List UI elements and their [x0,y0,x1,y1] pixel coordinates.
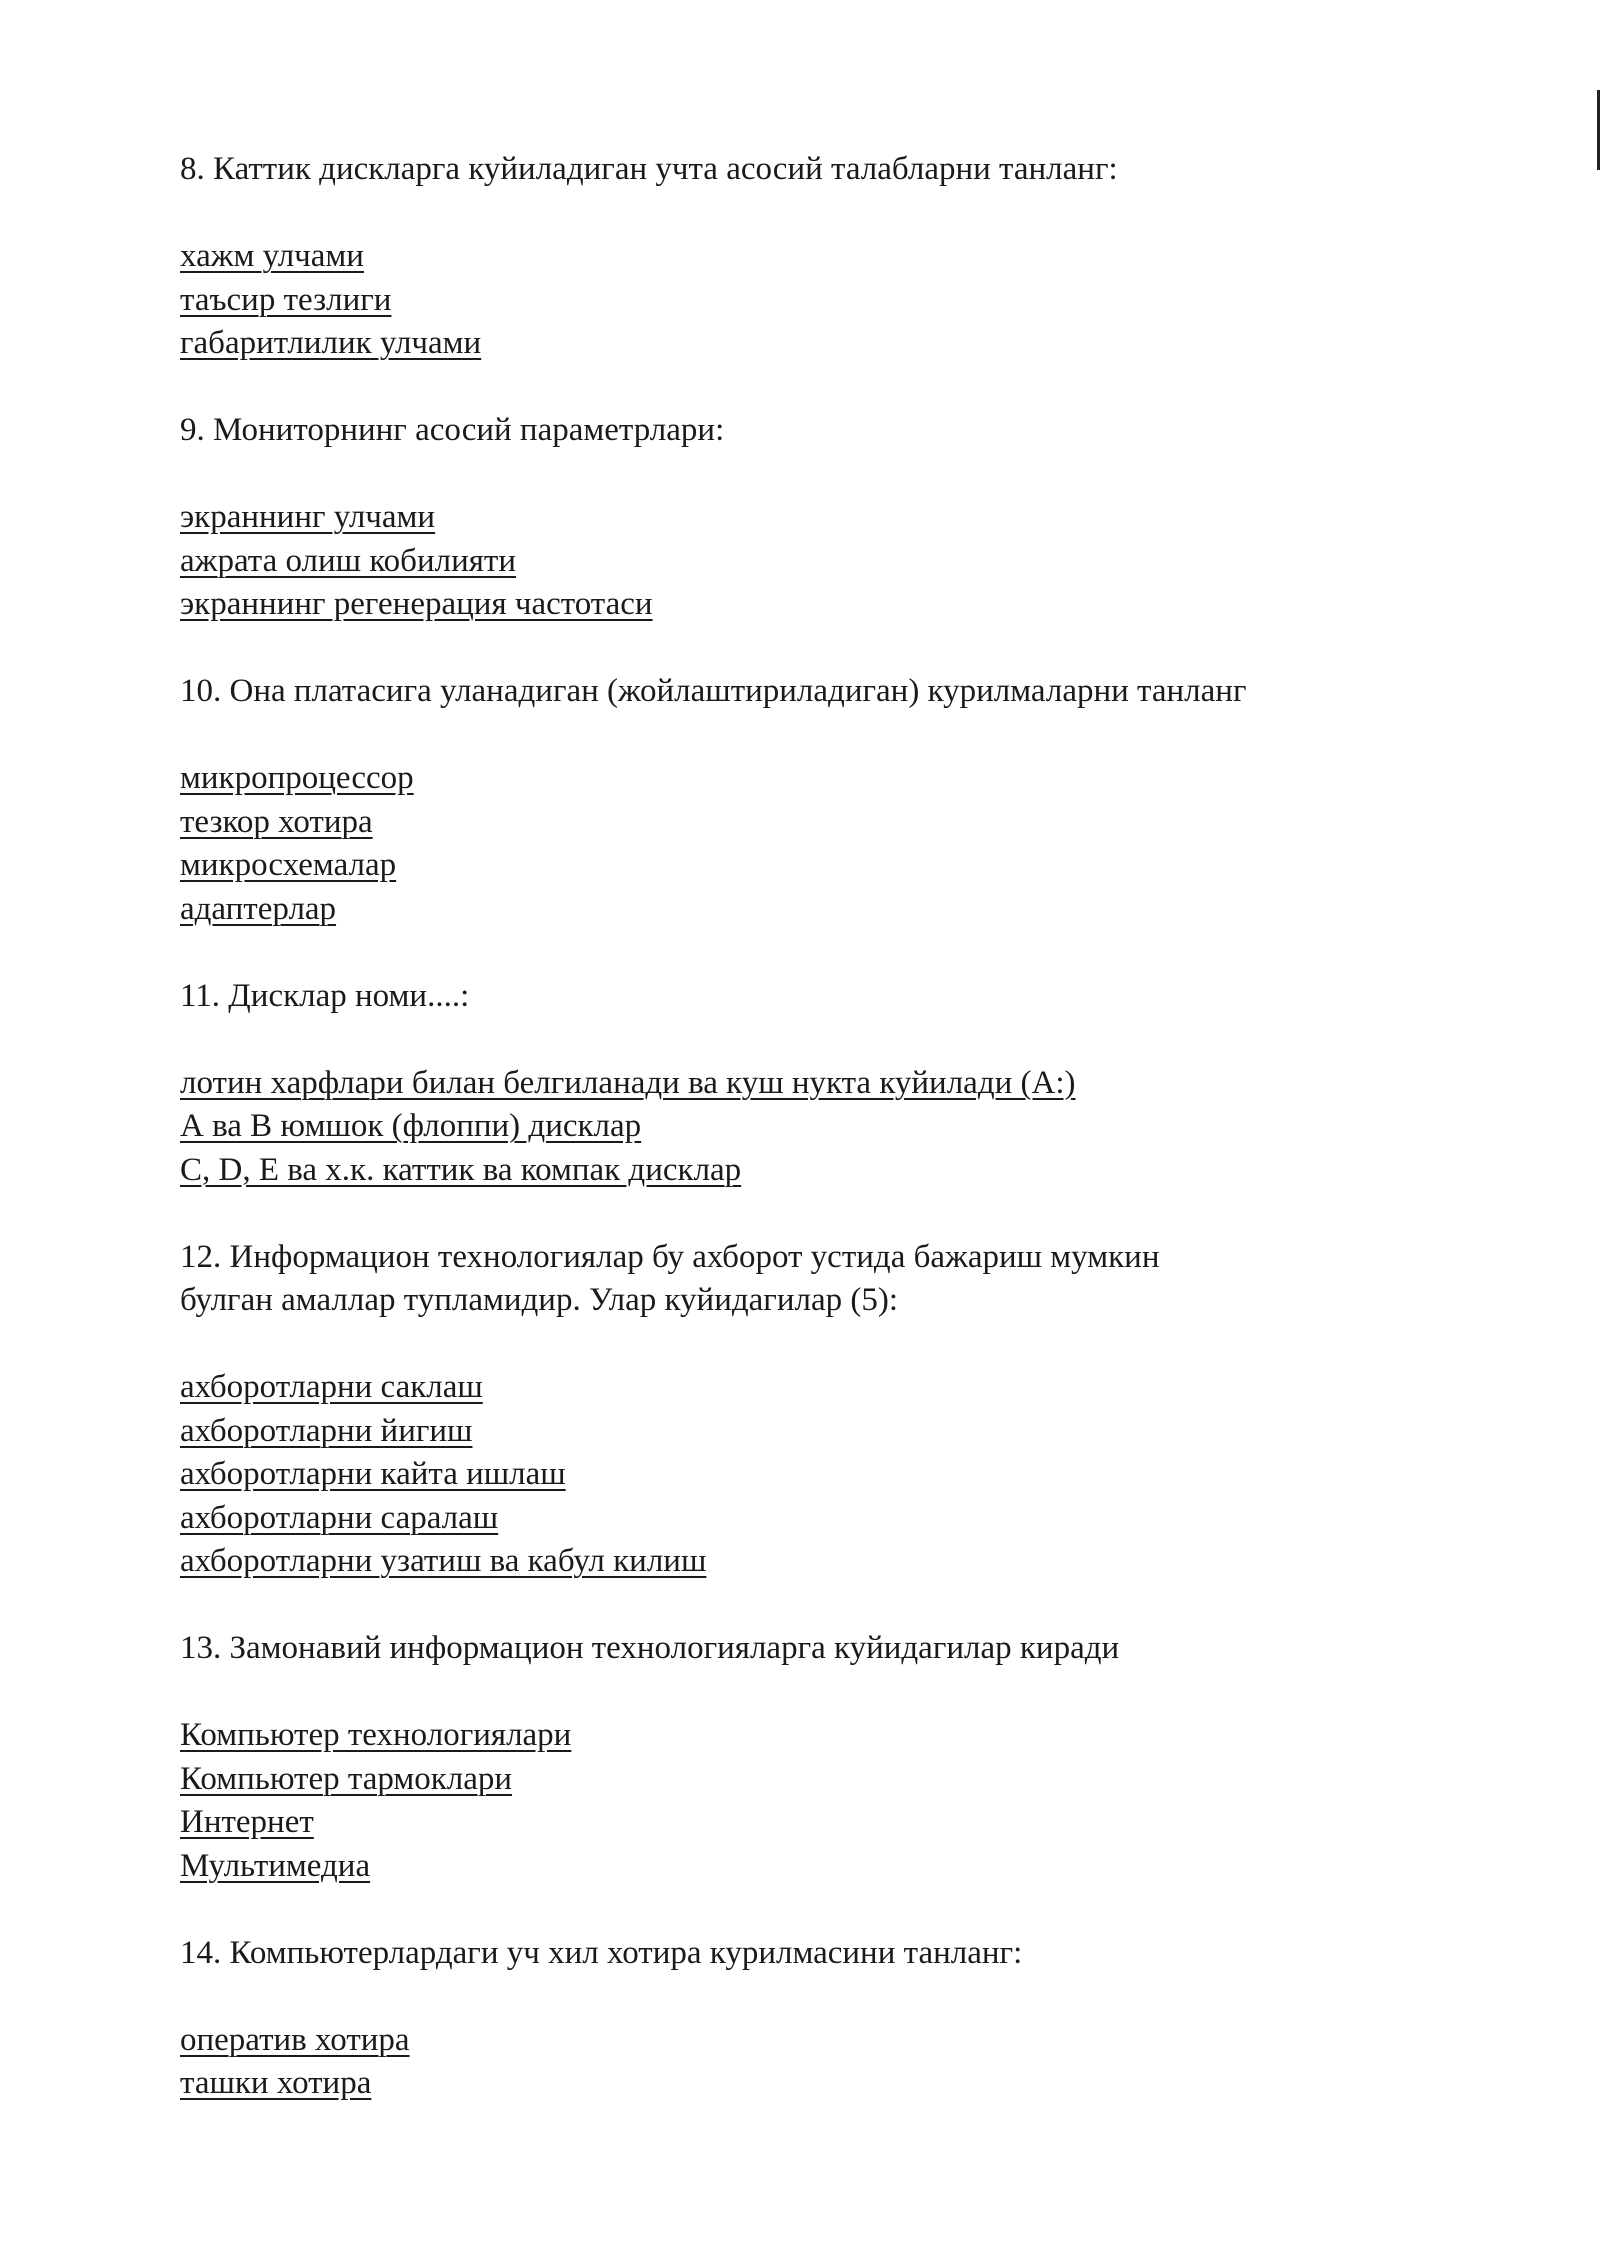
answer-item: Компьютер тармоклари [180,1760,513,1797]
answer-list-13 [180,1714,1480,1888]
answer-list-12 [180,1366,1480,1584]
question-block-10 [180,670,1480,931]
answer-item: хажм улчами [180,238,364,274]
answer-list-14 [180,2019,1480,2106]
question-block-11 [180,975,1480,1193]
answer-item: ажрата олиш кобилияти [180,542,517,579]
answer-item: таъсир тезлиги [180,281,392,318]
question-block-8 [180,148,1480,366]
answer-item: ахборотларни йигиш [180,1412,473,1449]
answer-item: лотин харфлари билан белгиланади ва куш нукта куйилади (А:) [180,1064,1076,1101]
answer-item: Мультимедиа [180,1847,371,1884]
answer-item: экраннинг улчами [180,499,436,535]
answer-item: ахборотларни саклаш [180,1369,483,1405]
question-block-13 [180,1627,1480,1888]
question-block-9 [180,409,1480,627]
answer-list-11 [180,1062,1480,1193]
answer-list-9 [180,496,1480,627]
answer-item: Интернет [180,1804,314,1840]
answer-item: адаптерлар [180,890,337,927]
answer-item: Компьютер технологиялари [180,1717,572,1753]
answer-item: тезкор хотира [180,803,373,840]
question-10: 10. Она платасига уланадиган (жойлаштириладиган) курилмаларни танланг [180,673,1247,709]
question-13: 13. Замонавий информацион технологияларга куйидагилар киради [180,1630,1120,1666]
answer-item: экраннинг регенерация частотаси [180,586,653,622]
answer-item: микропроцессор [180,760,414,796]
question-block-14 [180,1932,1480,2106]
answer-item: оператив хотира [180,2021,410,2058]
answer-item: ахборотларни саралаш [180,1499,499,1536]
document-page [180,148,1480,2149]
answer-item: микросхемалар [180,847,397,883]
question-8: 8. Каттик дискларга куйиладиган учта асосий талабларни танланг: [180,151,1118,187]
question-11: 11. Дисклар номи....: [180,977,470,1014]
answer-item: С, D, Е ва х.к. каттик ва компак дисклар [180,1151,742,1188]
answer-item: ташки хотира [180,2065,372,2101]
question-block-12 [180,1236,1480,1584]
answer-item: А ва В юмшок (флоппи) дисклар [180,1108,642,1144]
answer-item: габаритлилик улчами [180,325,482,361]
answer-item: ахборотларни узатиш ва кабул килиш [180,1543,707,1579]
question-12-line-2: булган амаллар тупламидир. Улар куйидагилар (5): [180,1282,899,1318]
answer-item: ахборотларни кайта ишлаш [180,1456,566,1492]
question-9: 9. Мониторнинг асосий параметрлари: [180,412,725,448]
question-12-line-1: 12. Информацион технологиялар бу ахборот устида бажариш мумкин [180,1238,1160,1275]
question-14: 14. Компьютерлардаги уч хил хотира курилмасини танланг: [180,1934,1023,1971]
answer-list-10 [180,757,1480,931]
answer-list-8 [180,235,1480,366]
